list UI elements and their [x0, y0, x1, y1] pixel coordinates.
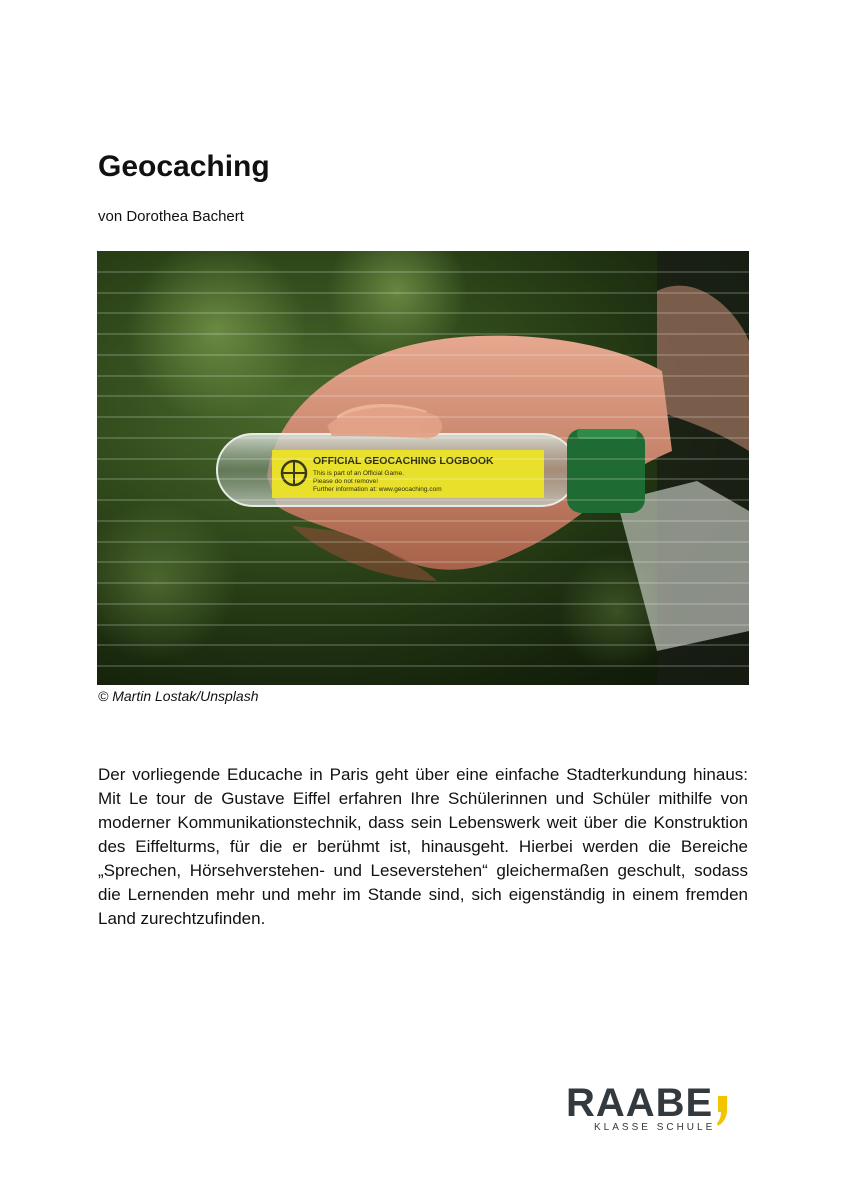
- page-title: Geocaching: [98, 150, 270, 183]
- logbook-line2: Please do not remove!: [313, 478, 379, 485]
- logbook-heading: OFFICIAL GEOCACHING LOGBOOK: [313, 455, 494, 467]
- photo-caption: © Martin Lostak/Unsplash: [98, 688, 259, 704]
- logo-tagline: KLASSE SCHULE: [594, 1122, 716, 1133]
- intro-paragraph: Der vorliegende Educache in Paris geht über eine einfache Stadterkundung hinaus: Mit Le tour de Gustave Eiffel erfahren Ihre Schülerinnen und Schüler mithilfe von moderner Kommunikationstechnik, dass sein Lebenswerk weit über die Konstruktion des Eiffelturms, für die er berühmt ist, hinausgeht. Hierbei werden die Bereiche „Sprechen, Hörsehverstehen- und Leseverstehen“ gleichermaßen geschult, sodass die Lernenden mehr und mehr im Stande sind, sich eigenständig in einem fremden Land zurechtzufinden.: [98, 765, 748, 928]
- logo-comma-icon: [716, 1096, 728, 1126]
- logbook-line1: This is part of an Official Game.: [313, 470, 404, 477]
- photo-illustration: [97, 251, 749, 685]
- raabe-logo: [566, 1082, 736, 1134]
- geocache-photo: [97, 251, 749, 685]
- logo-wordmark: RAABE: [566, 1081, 714, 1125]
- author-line: von Dorothea Bachert: [98, 208, 244, 225]
- logbook-line3: Further information at: www.geocaching.com: [313, 486, 442, 493]
